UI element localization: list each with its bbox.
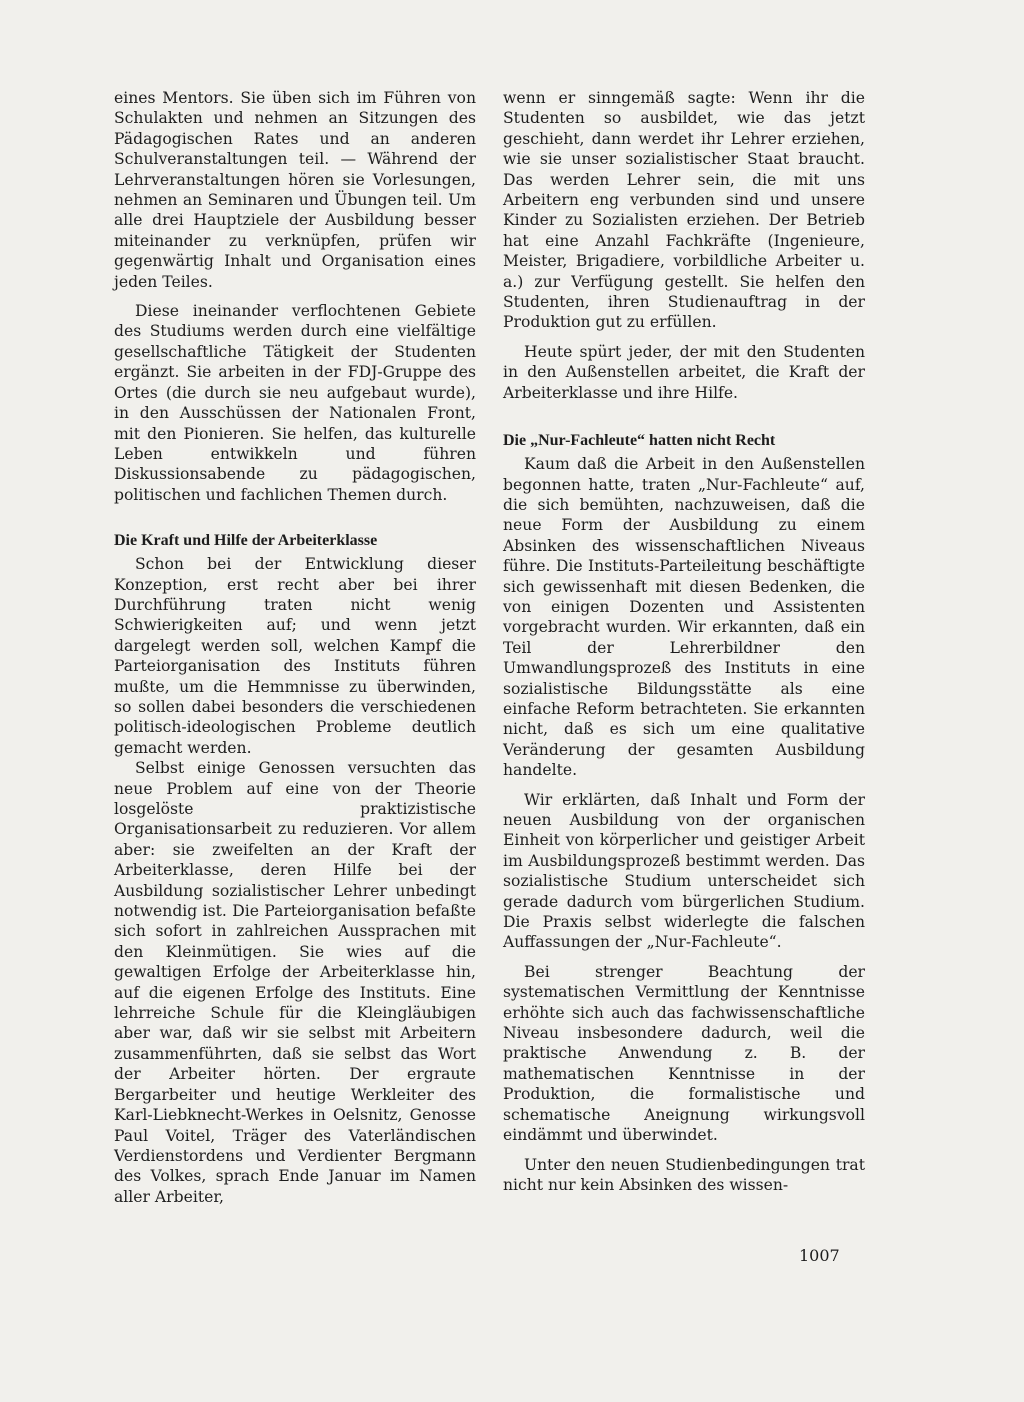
- left-column: [114, 88, 476, 1207]
- paragraph: Wir erklärten, daß Inhalt und Form der neuen Ausbildung von der organischen Einheit von körperlicher und geistiger Arbeit im Ausbildungsprozeß bestimmt werden. Das sozialistische Studium unterscheidet sich gerade dadurch vom bürgerlichen Studium. Die Praxis selbst widerlegte die falschen Auffassungen der „Nur-Fachleute“.: [503, 790, 865, 952]
- paragraph: Diese ineinander verflochtenen Gebiete des Studiums werden durch eine vielfältige gesellschaftliche Tätigkeit der Studenten ergänzt. Sie arbeiten in der FDJ-Gruppe des Ortes (die durch sie neu aufgebaut wurde), in den Ausschüssen der Nationalen Front, mit den Pionieren. Sie helfen, das kulturelle Leben entwikkeln und führen Diskussionsabende zu pädagogischen, politischen und fachlichen Themen durch.: [114, 302, 476, 504]
- paragraph: Heute spürt jeder, der mit den Studenten in den Außenstellen arbeitet, die Kraft der Arbeiterklasse und ihre Hilfe.: [503, 342, 865, 402]
- paragraph: Selbst einige Genossen versuchten das neue Problem auf eine von der Theorie losgelöste praktizistische Organisationsarbeit zu reduzieren. Vor allem aber: sie zweifelten an der Kraft der Arbeiterklasse, deren Hilfe bei der Ausbildung sozialistischer Lehrer unbedingt notwendig ist. Die Parteiorganisation befaßte sich sofort in zahlreichen Aussprachen mit den Kleinmütigen. Sie wies auf die gewaltigen Erfolge der Arbeiterklasse hin, auf die eigenen Erfolge des Instituts. Eine lehrreiche Schule für die Kleingläubigen aber war, daß wir sie selbst mit Arbeitern zusammenführten, daß sie selbst das Wort der Arbeiter hörten. Der ergraute Bergarbeiter und heutige Werkleiter des Karl-Liebknecht-Werkes in Oelsnitz, Genosse Paul Voitel, Träger des Vaterländischen Verdienstordens und Verdienter Bergmann des Volkes, sprach Ende Januar im Namen aller Arbeiter,: [114, 759, 476, 1206]
- paragraph: Unter den neuen Studienbedingungen trat nicht nur kein Absinken des wissen-: [503, 1155, 865, 1194]
- paragraph: eines Mentors. Sie üben sich im Führen von Schulakten und nehmen an Sitzungen des Pädagogischen Rates und an anderen Schulveranstaltungen teil. — Während der Lehrveranstaltungen hören sie Vorlesungen, nehmen an Seminaren und Übungen teil. Um alle drei Hauptziele der Ausbildung besser miteinander zu verknüpfen, prüfen wir gegenwärtig Inhalt und Organisation eines jeden Teiles.: [114, 89, 476, 291]
- paragraph: wenn er sinngemäß sagte: Wenn ihr die Studenten so ausbildet, wie das jetzt geschieht, dann werdet ihr Lehrer erziehen, wie sie unser sozialistischer Staat braucht. Das werden Lehrer sein, die mit uns Arbeitern eng verbunden sind und unsere Kinder zu Sozialisten erziehen. Der Betrieb hat eine Anzahl Fachkräfte (Ingenieure, Meister, Brigadiere, vorbildliche Arbeiter u. a.) zur Verfügung gestellt. Sie helfen den Studenten, ihren Studienauftrag in der Produktion gut zu erfüllen.: [503, 89, 865, 332]
- right-column: [503, 88, 865, 1195]
- page-number: 1007: [799, 1246, 840, 1265]
- paragraph: Bei strenger Beachtung der systematischen Vermittlung der Kenntnisse erhöhte sich auch das fachwissenschaftliche Niveau insbesondere dadurch, weil die praktische Anwendung z. B. der mathematischen Kenntnisse in der Produktion, die formalistische und schematische Aneignung wirkungsvoll eindämmt und überwindet.: [503, 962, 865, 1145]
- paragraph: Kaum daß die Arbeit in den Außenstellen begonnen hatte, traten „Nur-Fachleute“ auf, die sich bemühten, nachzuweisen, daß die neue Form der Ausbildung zu einem Absinken des wissenschaftlichen Niveaus führe. Die Instituts-Parteileitung beschäftigte sich gewissenhaft mit diesen Bedenken, die von einigen Dozenten und Assistenten vorgebracht wurden. Wir erkannten, daß ein Teil der Lehrerbildner den Umwandlungsprozeß des Instituts in eine sozialistische Bildungsstätte als eine einfache Reform betrachteten. Sie erkannten nicht, daß es sich um eine qualitative Veränderung der gesamten Ausbildung handelte.: [503, 455, 865, 780]
- paragraph: Schon bei der Entwicklung dieser Konzeption, erst recht aber bei ihrer Durchführung traten nicht wenig Schwierigkeiten auf; und wenn jetzt dargelegt werden soll, welchen Kampf die Parteiorganisation des Instituts führen mußte, um die Hemmnisse zu überwinden, so sollen dabei besonders die verschiedenen politisch-ideologischen Probleme deutlich gemacht werden.: [114, 555, 476, 757]
- section-heading: Die „Nur-Fachleute“ hatten nicht Recht: [503, 432, 776, 450]
- section-heading: Die Kraft und Hilfe der Arbeiterklasse: [114, 532, 378, 550]
